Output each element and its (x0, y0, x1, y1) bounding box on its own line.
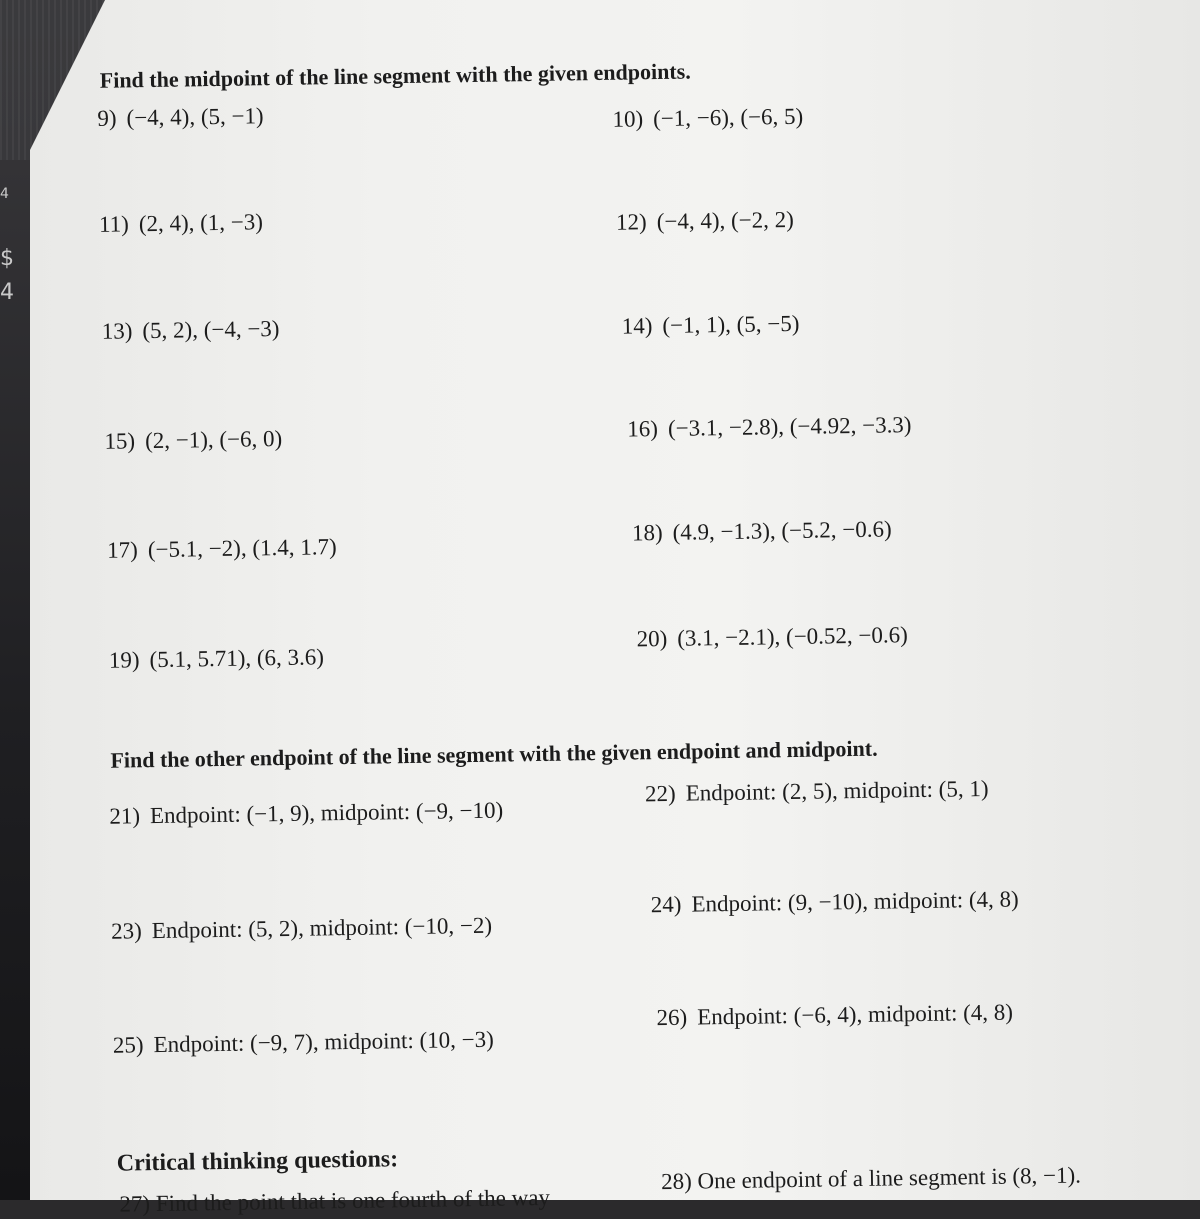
problem-text: (2, −1), (−6, 0) (144, 425, 283, 454)
problem-12 (616, 207, 794, 236)
problem-text: Endpoint: (2, 5), midpoint: (5, 1) (685, 775, 989, 806)
problem-22 (645, 776, 989, 807)
problem-number: 15) (104, 428, 136, 454)
problem-19 (109, 644, 324, 673)
problem-number: 22) (644, 780, 676, 807)
problem-number: 24) (650, 891, 682, 918)
problem-10 (612, 104, 803, 133)
problem-16 (627, 412, 912, 442)
problem-number: 12) (615, 209, 647, 235)
problem-27-partial: 27) Find the point that is one fourth of the way (119, 1184, 551, 1217)
problem-number: 10) (612, 106, 644, 132)
problem-25 (113, 1027, 494, 1059)
problem-18 (632, 516, 892, 546)
problem-text: (−4, 4), (−2, 2) (656, 206, 795, 235)
problem-number: 13) (101, 318, 133, 344)
problem-number: 26) (656, 1004, 688, 1031)
problem-15 (104, 426, 282, 455)
problem-text: (2, 4), (1, −3) (138, 209, 264, 237)
problem-28-partial: 28) One endpoint of a line segment is (8, −1). (660, 1162, 1082, 1195)
problem-11 (99, 209, 263, 238)
problem-text: Endpoint: (−9, 7), midpoint: (10, −3) (153, 1026, 495, 1058)
edge-glyph: 4 (0, 186, 9, 202)
problem-text: (5.1, 5.71), (6, 3.6) (149, 644, 325, 673)
problem-26 (656, 1000, 1013, 1032)
problem-text: Endpoint: (9, −10), midpoint: (4, 8) (691, 886, 1019, 917)
problem-number: 16) (627, 416, 659, 442)
problem-number: 21) (109, 803, 141, 829)
problem-number: 11) (98, 211, 130, 237)
problem-text: (5, 2), (−4, −3) (142, 316, 280, 344)
problem-text: (−1, −6), (−6, 5) (652, 103, 804, 132)
problem-text: (−1, 1), (5, −5) (662, 310, 800, 338)
problem-text: (3.1, −2.1), (−0.52, −0.6) (677, 622, 909, 651)
problem-number: 25) (112, 1032, 144, 1058)
problem-text: Endpoint: (−1, 9), midpoint: (−9, −10) (149, 797, 504, 829)
problem-21 (109, 798, 503, 830)
problem-13 (102, 316, 280, 345)
problem-text: Endpoint: (−6, 4), midpoint: (4, 8) (697, 999, 1014, 1030)
problem-14 (622, 311, 800, 340)
problem-text: (−4, 4), (5, −1) (126, 103, 264, 131)
section-heading-midpoint: Find the midpoint of the line segment with the given endpoints. (99, 58, 691, 93)
problem-number: 9) (97, 105, 117, 131)
problem-number: 14) (621, 313, 653, 339)
section-heading-critical-thinking: Critical thinking questions: (116, 1146, 399, 1177)
problem-number: 20) (636, 625, 668, 652)
problem-number: 18) (631, 520, 663, 546)
problem-20 (636, 622, 908, 652)
problem-24 (651, 886, 1019, 918)
problem-text: (−3.1, −2.8), (−4.92, −3.3) (667, 412, 912, 441)
problem-number: 19) (108, 647, 140, 673)
problem-text: Endpoint: (5, 2), midpoint: (−10, −2) (151, 912, 493, 944)
problem-number: 23) (110, 918, 143, 944)
section-heading-other-endpoint: Find the other endpoint of the line segment with the given endpoint and midpoint. (110, 735, 878, 773)
problem-text: (−5.1, −2), (1.4, 1.7) (147, 534, 337, 563)
problem-17 (107, 534, 337, 564)
problem-9 (97, 103, 264, 132)
edge-glyph: $ (0, 246, 14, 271)
problem-text: (4.9, −1.3), (−5.2, −0.6) (672, 516, 892, 545)
problem-number: 17) (106, 537, 139, 563)
problem-23 (111, 913, 492, 945)
edge-glyph: 4 (0, 280, 14, 305)
